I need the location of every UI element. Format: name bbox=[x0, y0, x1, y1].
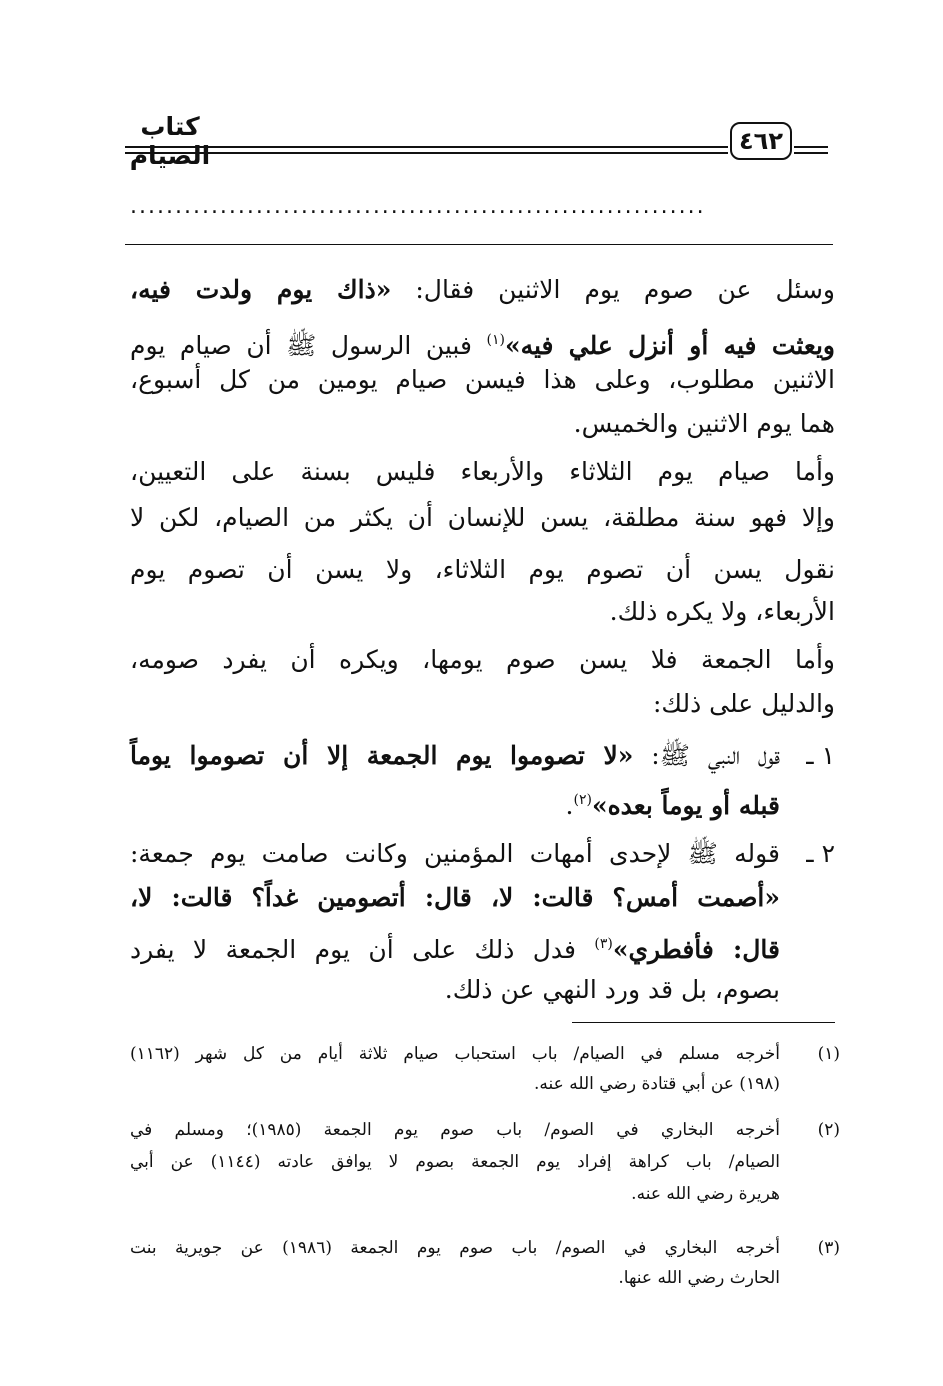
footnote-3-line-1: أخرجه البخاري في الصوم/ باب صوم يوم الجمعة (١٩٨٦) عن جويرية بنت bbox=[130, 1238, 780, 1258]
p2-line-4: الأربعاء، ولا يكره ذلك. bbox=[609, 597, 835, 626]
item2-line-4: بصوم، بل قد ورد النهي عن ذلك. bbox=[444, 975, 780, 1004]
dotted-separator: ................................................................ bbox=[130, 194, 706, 219]
hadith-quote: «لا تصوموا يوم الجمعة إلا أن تصوموا يوماً bbox=[130, 741, 634, 770]
running-header-title: كتاب الصيام bbox=[129, 112, 211, 170]
item1-line-1: قول النبي ﷺ: «لا تصوموا يوم الجمعة إلا أن تصوموا يوماً bbox=[130, 741, 781, 770]
hadith-quote: قبله أو يوماً بعده» bbox=[591, 791, 780, 820]
footnote-2-line-2: الصيام/ باب كراهة إفراد يوم الجمعة بصوم لا يوافق عادته (١١٤٤) عن أبي bbox=[130, 1152, 780, 1172]
p3-line-2: والدليل على ذلك: bbox=[652, 689, 835, 718]
p1-line-1: وسئل عن صوم يوم الاثنين فقال: «ذاك يوم ولدت فيه، bbox=[130, 275, 835, 304]
list-item-1-number: ١ ـ bbox=[806, 741, 835, 770]
p2-line-1: وأما صيام يوم الثلاثاء والأربعاء فليس بسنة على التعيين، bbox=[130, 457, 835, 486]
footnote-1-line-2: (١٩٨) عن أبي قتادة رضي الله عنه. bbox=[534, 1074, 780, 1094]
footnote-2-line-3: هريرة رضي الله عنه. bbox=[631, 1184, 780, 1204]
page-number: ٤٦٢ bbox=[730, 122, 792, 160]
p1-line-2: ويعثت فيه أو أنزل علي فيه»$^{(١)}$ فبين الرسول ﷺ أن صيام يوم bbox=[130, 331, 835, 360]
footnote-2-number: (٢) bbox=[817, 1120, 840, 1140]
hadith-quote: «ذاك يوم ولدت فيه، bbox=[130, 275, 392, 304]
footnote-1-number: (١) bbox=[817, 1044, 840, 1064]
hadith-quote: ويعثت فيه أو أنزل علي فيه» bbox=[504, 331, 835, 360]
item2-line-2: «أصمت أمس؟ قالت: لا، قال: أتصومين غداً؟ قالت: لا، bbox=[130, 883, 780, 912]
header-rule-bottom-right bbox=[794, 152, 828, 154]
footnote-ref-2: (٢) bbox=[573, 792, 592, 808]
p3-line-1: وأما الجمعة فلا يسن صوم يومها، ويكره أن يفرد صومه، bbox=[130, 645, 835, 674]
footnote-ref-3: (٣) bbox=[594, 936, 613, 952]
list-item-2-number: ٢ ـ bbox=[806, 839, 835, 868]
header-rule-top-left bbox=[125, 146, 728, 148]
p2-line-2: وإلا فهو سنة مطلقة، يسن للإنسان أن يكثر من الصيام، لكن لا bbox=[130, 503, 835, 532]
footnote-ref-1: (١) bbox=[486, 332, 505, 348]
footnote-2-line-1: أخرجه البخاري في الصوم/ باب صوم يوم الجمعة (١٩٨٥)؛ ومسلم في bbox=[130, 1120, 780, 1140]
p1-line-3: الاثنين مطلوب، وعلى هذا فيسن صيام يومين من كل أسبوع، bbox=[130, 365, 835, 394]
item1-line-2: قبله أو يوماً بعده»$^{(٢)}$. bbox=[565, 791, 780, 820]
item2-line-3: قال: فأفطري»$^{(٣)}$ فدل ذلك على أن يوم الجمعة لا يفرد bbox=[130, 935, 780, 964]
header-rule-top-right bbox=[794, 146, 828, 148]
header-rule-bottom-left bbox=[125, 152, 728, 154]
footnote-3-line-2: الحارث رضي الله عنها. bbox=[618, 1268, 780, 1288]
footnote-separator bbox=[572, 1022, 835, 1023]
p1-line-4: هما يوم الاثنين والخميس. bbox=[573, 409, 835, 438]
footnote-3-number: (٣) bbox=[817, 1238, 840, 1258]
p2-line-3: نقول يسن أن تصوم يوم الثلاثاء، ولا يسن أن تصوم يوم bbox=[130, 555, 835, 584]
item2-line-1: قوله ﷺ لإحدى أمهات المؤمنين وكانت صامت يوم جمعة: bbox=[130, 839, 780, 868]
hadith-quote: قال: فأفطري» bbox=[612, 935, 780, 964]
body-top-rule bbox=[125, 244, 833, 245]
footnote-1-line-1: أخرجه مسلم في الصيام/ باب استحباب صيام ثلاثة أيام من كل شهر (١١٦٢) bbox=[130, 1044, 780, 1064]
